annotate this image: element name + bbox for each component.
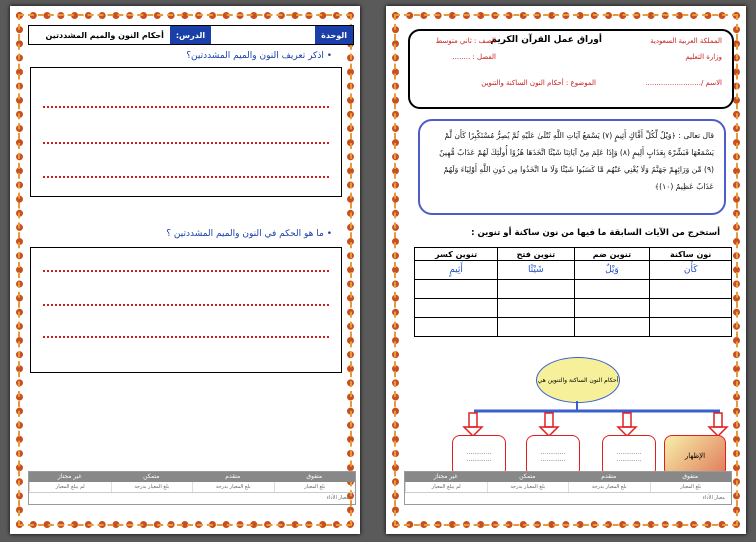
diagram-answer-box[interactable]: ............. ............. xyxy=(602,435,656,477)
ministry-text: وزارة التعليم xyxy=(685,53,722,61)
right-content xyxy=(398,21,734,519)
table-row[interactable] xyxy=(415,280,732,299)
quran-verse-box: قال تعالى : ﴿وَيْلٌ لِّكُلِّ أَفَّاكٍ أَثِيمٍ (٧) يَسْمَعُ آيَاتِ اللَّهِ تُتْلَىٰ عَلَيْهِ ثُمَّ يُصِرُّ مُسْتَكْبِرًا كَأَن لَّمْ يَسْمَعْهَا فَبَشِّرْهُ بِعَذَابٍ أَلِيمٍ (٨) وَإِذَا عَلِمَ مِنْ آيَاتِنَا شَيْئًا اتَّخَذَهَا هُزُوًا أُولَٰئِكَ لَهُمْ عَذَابٌ مُّهِينٌ (٩) مِّن وَرَائِهِمْ جَهَنَّمُ وَلَا يُغْنِي عَنْهُم مَّا كَسَبُوا شَيْئًا وَلَا مَا اتَّخَذُوا مِن دُونِ اللَّهِ أَوْلِيَاءَ وَلَهُمْ عَذَابٌ عَظِيمٌ (١٠)﴾ xyxy=(418,119,726,215)
tanween-table xyxy=(414,247,732,337)
left-page xyxy=(10,6,360,534)
term-text: الفصل : ........ xyxy=(452,53,496,61)
diagram-answer-box[interactable]: ............. ............. xyxy=(526,435,580,477)
down-arrow-icon xyxy=(464,413,482,436)
grade-text: الصف : ثاني متوسط xyxy=(435,37,496,45)
right-page xyxy=(386,6,746,534)
worksheet-header xyxy=(408,29,734,109)
down-arrow-icon xyxy=(709,413,727,436)
name-field[interactable]: الاسم /......................... xyxy=(645,79,722,87)
topic-text: الموضوع : أحكام النون الساكنة والتنوين xyxy=(481,79,596,87)
table-cell: وَيْلٌ xyxy=(574,261,650,280)
diagram-connectors xyxy=(438,399,738,437)
table-cell: كَأَن xyxy=(650,261,732,280)
table-header: تنوين فتح xyxy=(498,248,574,261)
question-2: • ما هو الحكم في النون والميم المشددتين ؟ xyxy=(166,229,332,239)
table-row[interactable] xyxy=(415,318,732,337)
kingdom-text: المملكة العربية السعودية xyxy=(650,37,722,45)
down-arrow-icon xyxy=(618,413,636,436)
table-cell: شَيْئًا xyxy=(498,261,574,280)
table-header: تنوين ضم xyxy=(574,248,650,261)
dotted-line xyxy=(43,176,329,178)
unit-label: الوحدة xyxy=(315,26,353,44)
lesson-title: أحكام النون والميم المشددتين xyxy=(29,26,170,44)
dotted-line xyxy=(43,142,329,144)
table-cell: أَثِيمٍ xyxy=(415,261,498,280)
question-1: • اذكر تعريف النون والميم المشددتين؟ xyxy=(186,51,332,61)
rubric-footer: متفوق متقدم متمكن غير مجتاز بلغ المعيار بلغ المعيار بدرجة بلغ المعيار بدرجة لم يبلغ المعيار معيار الأداء xyxy=(28,471,356,505)
dotted-line xyxy=(43,106,329,108)
diagram-answer-box[interactable]: ............. ............. xyxy=(452,435,506,477)
answer-box-1[interactable] xyxy=(30,67,342,197)
ithhar-box: الإظهار xyxy=(664,435,726,477)
table-instruction: أستخرج من الآيات السابقة ما فيها من نون ساكنة أو تنوين : xyxy=(471,228,720,238)
table-header: نون ساكنة xyxy=(650,248,732,261)
worksheet-title: أوراق عمل القرآن الكريم xyxy=(490,35,602,45)
down-arrow-icon xyxy=(540,413,558,436)
rubric-footer: متفوق متقدم متمكن غير مجتاز بلغ المعيار بلغ المعيار بدرجة بلغ المعيار بدرجة لم يبلغ المعيار معيار الأداء xyxy=(404,471,732,505)
left-content xyxy=(24,21,349,519)
diagram-center-oval: أحكام النون الساكنة والتنوين هي xyxy=(536,357,620,403)
table-header: تنوين كسر xyxy=(415,248,498,261)
dotted-line xyxy=(43,304,329,306)
table-row xyxy=(415,261,732,280)
table-row[interactable] xyxy=(415,299,732,318)
lesson-label: الدرس: xyxy=(170,26,211,44)
dotted-line xyxy=(43,336,329,338)
dotted-line xyxy=(43,270,329,272)
lesson-header-bar xyxy=(28,25,354,45)
answer-box-2[interactable] xyxy=(30,247,342,373)
